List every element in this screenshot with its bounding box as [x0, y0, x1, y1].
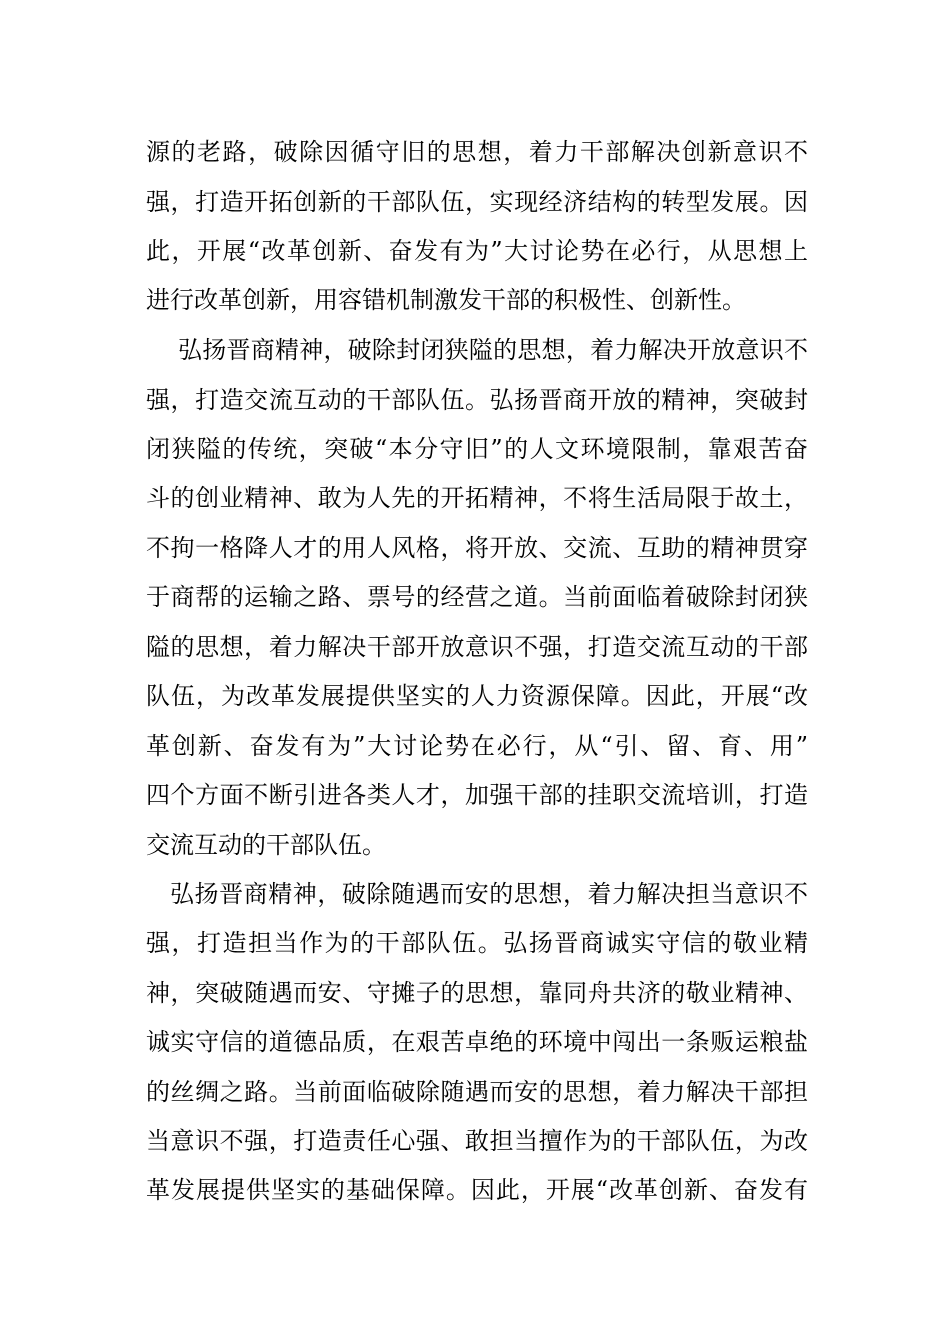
- text-line: 闭狭隘的传统，突破“本分守旧”的人文环境限制，靠艰苦奋: [146, 435, 808, 463]
- text-line: 不拘一格降人才的用人风格，将开放、交流、互助的精神贯穿: [146, 534, 808, 562]
- text-line: 源的老路，破除因循守旧的思想，着力干部解决创新意识不: [146, 138, 808, 166]
- text-line: 隘的思想，着力解决干部开放意识不强，打造交流互动的干部: [146, 633, 808, 661]
- text-line: 强，打造开拓创新的干部队伍，实现经济结构的转型发展。因: [146, 188, 808, 216]
- text-line: 的丝绸之路。当前面临破除随遇而安的思想，着力解决干部担: [146, 1078, 808, 1106]
- text-line: 于商帮的运输之路、票号的经营之道。当前面临着破除封闭狭: [146, 583, 808, 611]
- text-line: 革发展提供坚实的基础保障。因此，开展“改革创新、奋发有: [146, 1176, 808, 1204]
- text-line: 此，开展“改革创新、奋发有为”大讨论势在必行，从思想上: [146, 237, 808, 265]
- text-line: 强，打造担当作为的干部队伍。弘扬晋商诚实守信的敬业精: [146, 929, 808, 957]
- text-line: 队伍，为改革发展提供坚实的人力资源保障。因此，开展“改: [146, 682, 808, 710]
- text-line: 革创新、奋发有为”大讨论势在必行，从“引、留、育、用”: [146, 732, 808, 760]
- text-line: 斗的创业精神、敢为人先的开拓精神，不将生活局限于故土，: [146, 484, 808, 512]
- text-line: 神，突破随遇而安、守摊子的思想，靠同舟共济的敬业精神、: [146, 979, 808, 1007]
- paragraph-first-line: 弘扬晋商精神，破除随遇而安的思想，着力解决担当意识不: [170, 880, 808, 908]
- text-line: 当意识不强，打造责任心强、敢担当擅作为的干部队伍，为改: [146, 1127, 808, 1155]
- paragraph-first-line: 弘扬晋商精神，破除封闭狭隘的思想，着力解决开放意识不: [178, 336, 808, 364]
- text-line: 进行改革创新，用容错机制激发干部的积极性、创新性。: [146, 286, 746, 314]
- text-line: 诚实守信的道德品质，在艰苦卓绝的环境中闯出一条贩运粮盐: [146, 1028, 808, 1056]
- text-line: 强，打造交流互动的干部队伍。弘扬晋商开放的精神，突破封: [146, 386, 808, 414]
- text-line: 交流互动的干部队伍。: [146, 831, 386, 859]
- text-line: 四个方面不断引进各类人才，加强干部的挂职交流培训，打造: [146, 781, 808, 809]
